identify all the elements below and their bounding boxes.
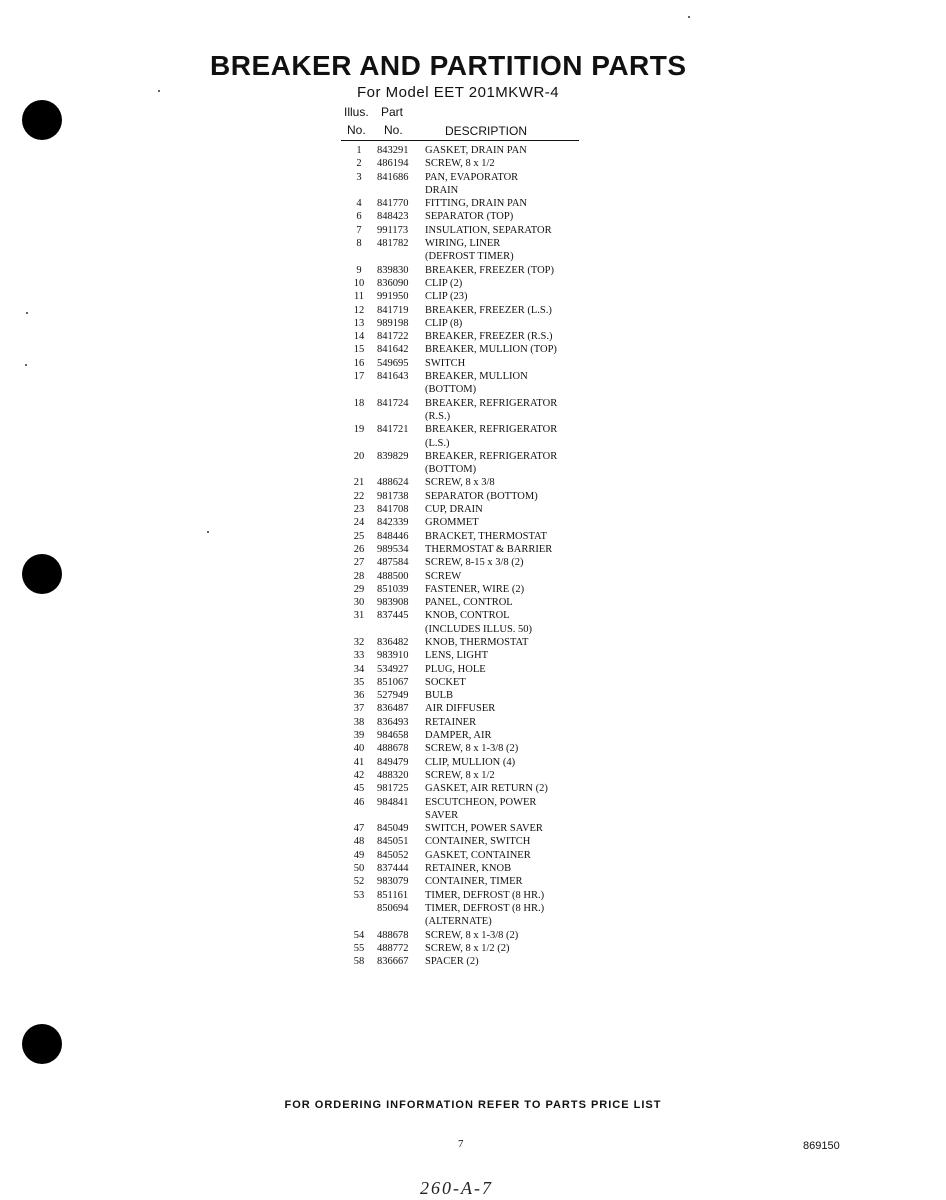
part-number	[377, 809, 425, 822]
part-number: 837444	[377, 863, 409, 875]
part-description: (BOTTOM)	[425, 384, 477, 396]
part-description: FASTENER, WIRE (2)	[425, 583, 525, 595]
illus-number: 34	[353, 663, 365, 675]
part-number: 841719	[377, 304, 409, 316]
part-number: 486194	[377, 158, 409, 170]
list-item	[341, 862, 601, 875]
illus-number: 54	[353, 929, 365, 941]
list-item	[341, 942, 601, 955]
part-description: (INCLUDES ILLUS. 50)	[425, 623, 533, 635]
part-description: ESCUTCHEON, POWER	[425, 796, 537, 808]
illus-number: 6	[356, 211, 362, 223]
list-item	[341, 929, 601, 942]
illus-number: 14	[353, 331, 365, 343]
illus-number: 25	[353, 530, 365, 542]
illus-number: 53	[353, 889, 365, 901]
list-item	[341, 410, 601, 423]
list-item	[341, 570, 601, 583]
part-description: (R.S.)	[425, 410, 451, 422]
illus-number: 18	[353, 397, 365, 409]
part-number	[377, 184, 425, 197]
part-number: 488320	[377, 769, 409, 781]
part-number: 845051	[377, 836, 409, 848]
illus-number: 38	[353, 716, 365, 728]
illus-number: 41	[353, 756, 365, 768]
part-description: (BOTTOM)	[425, 464, 477, 476]
illus-number: 35	[353, 676, 365, 688]
illus-number: 52	[353, 876, 365, 888]
part-number: 991950	[377, 291, 409, 303]
part-number	[377, 623, 425, 636]
list-item	[341, 423, 601, 436]
scan-speck	[158, 90, 160, 92]
list-item	[341, 742, 601, 755]
illus-number: 9	[356, 264, 362, 276]
part-number: 845052	[377, 849, 409, 861]
list-item	[341, 357, 601, 370]
part-description: (L.S.)	[425, 437, 450, 449]
part-description: SEPARATOR (BOTTOM)	[425, 490, 538, 502]
illus-number: 55	[353, 942, 365, 954]
list-item	[341, 889, 601, 902]
list-item	[341, 663, 601, 676]
list-item	[341, 516, 601, 529]
list-item	[341, 809, 601, 822]
column-header-illus: Illus.	[344, 105, 369, 119]
list-item	[341, 197, 601, 210]
list-item	[341, 796, 601, 809]
list-item	[341, 330, 601, 343]
list-item	[341, 383, 601, 396]
column-header-part-no: No.	[384, 123, 403, 137]
binder-hole	[22, 1024, 62, 1064]
part-number: 851161	[377, 889, 409, 901]
part-number: 841686	[377, 171, 409, 183]
illus-number: 3	[356, 171, 362, 183]
part-description: BREAKER, MULLION	[425, 371, 528, 383]
illus-number: 58	[353, 956, 365, 968]
part-number: 841722	[377, 331, 409, 343]
illus-number: 48	[353, 836, 365, 848]
list-item	[341, 702, 601, 715]
part-number: 488678	[377, 929, 409, 941]
part-number: 549695	[377, 357, 409, 369]
illus-number: 21	[353, 477, 365, 489]
part-description: SCREW, 8 x 1-3/8 (2)	[425, 743, 519, 755]
illus-number: 1	[356, 145, 362, 156]
list-item	[341, 210, 601, 223]
part-description: CLIP, MULLION (4)	[425, 756, 516, 768]
part-number: 848423	[377, 211, 409, 223]
list-item	[341, 250, 601, 263]
illus-number	[341, 915, 377, 928]
part-description: BRACKET, THERMOSTAT	[425, 530, 547, 542]
list-item	[341, 290, 601, 303]
illus-number: 13	[353, 317, 365, 329]
part-description: SEPARATOR (TOP)	[425, 211, 514, 223]
list-item	[341, 463, 601, 476]
illus-number: 7	[356, 224, 362, 236]
illus-number: 24	[353, 517, 365, 529]
illus-number: 17	[353, 371, 365, 383]
part-description: CLIP (8)	[425, 317, 463, 329]
part-description: LENS, LIGHT	[425, 650, 488, 662]
illus-number: 36	[353, 690, 365, 702]
part-number: 488678	[377, 743, 409, 755]
part-description: (DEFROST TIMER)	[425, 251, 514, 263]
part-number: 527949	[377, 690, 409, 702]
list-item	[341, 184, 601, 197]
list-item	[341, 304, 601, 317]
part-number: 981725	[377, 783, 409, 795]
part-number: 989198	[377, 317, 409, 329]
part-description: KNOB, THERMOSTAT	[425, 636, 529, 648]
illus-number: 49	[353, 849, 365, 861]
illus-number: 42	[353, 769, 365, 781]
part-description: BREAKER, FREEZER (R.S.)	[425, 331, 553, 343]
list-item	[341, 157, 601, 170]
illus-number: 47	[353, 823, 365, 835]
part-description: BULB	[425, 690, 454, 702]
part-number	[377, 437, 425, 450]
part-number: 984841	[377, 796, 409, 808]
part-description: PANEL, CONTROL	[425, 597, 513, 609]
binder-hole	[22, 100, 62, 140]
part-description: SCREW, 8 x 1-3/8 (2)	[425, 929, 519, 941]
part-description: GASKET, AIR RETURN (2)	[425, 783, 548, 795]
part-description: SCREW, 8-15 x 3/8 (2)	[425, 557, 524, 569]
part-number: 481782	[377, 238, 409, 250]
list-item	[341, 875, 601, 888]
ordering-footer: FOR ORDERING INFORMATION REFER TO PARTS PRICE LIST	[284, 1099, 662, 1111]
illus-number	[341, 184, 377, 197]
part-number: 534927	[377, 663, 409, 675]
part-description: AIR DIFFUSER	[425, 703, 496, 715]
illus-number: 16	[353, 357, 365, 369]
part-description: GASKET, CONTAINER	[425, 849, 531, 861]
list-item	[341, 636, 601, 649]
scan-speck	[26, 312, 28, 314]
part-number: 841708	[377, 504, 409, 516]
part-description: CLIP (2)	[425, 277, 463, 289]
illus-number: 4	[356, 198, 362, 210]
model-subtitle: For Model EET 201MKWR-4	[357, 84, 560, 101]
illus-number: 27	[353, 557, 365, 569]
scan-speck	[207, 531, 209, 533]
part-description: SCREW, 8 x 3/8	[425, 477, 495, 489]
part-description: BREAKER, FREEZER (L.S.)	[425, 304, 552, 316]
list-item	[341, 849, 601, 862]
part-description: BREAKER, REFRIGERATOR	[425, 424, 558, 436]
part-description: SWITCH, POWER SAVER	[425, 823, 543, 835]
list-item	[341, 596, 601, 609]
illus-number: 20	[353, 450, 365, 462]
column-header-description: DESCRIPTION	[445, 124, 528, 138]
list-item	[341, 782, 601, 795]
part-description: SCREW, 8 x 1/2	[425, 769, 495, 781]
part-number: 848446	[377, 530, 409, 542]
illus-number: 30	[353, 597, 365, 609]
part-number: 983910	[377, 650, 409, 662]
part-number	[377, 383, 425, 396]
list-item	[341, 649, 601, 662]
illus-number: 2	[356, 158, 362, 170]
illus-number: 29	[353, 583, 365, 595]
part-description: CONTAINER, TIMER	[425, 876, 523, 888]
illus-number: 28	[353, 570, 365, 582]
scan-speck	[25, 364, 27, 366]
part-description: RETAINER	[425, 716, 477, 728]
list-item	[341, 676, 601, 689]
list-item	[341, 543, 601, 556]
illus-number	[341, 463, 377, 476]
list-item	[341, 264, 601, 277]
list-item	[341, 556, 601, 569]
page-title: BREAKER AND PARTITION PARTS	[210, 50, 687, 81]
page-number: 7	[458, 1138, 464, 1150]
list-item	[341, 583, 601, 596]
part-number: 981738	[377, 490, 409, 502]
list-item	[341, 716, 601, 729]
illus-number: 39	[353, 730, 365, 742]
illus-number	[341, 383, 377, 396]
part-number: 836493	[377, 716, 409, 728]
part-description: CONTAINER, SWITCH	[425, 836, 531, 848]
binder-hole	[22, 554, 62, 594]
illus-number: 40	[353, 743, 365, 755]
part-number: 842339	[377, 517, 409, 529]
part-number: 836090	[377, 277, 409, 289]
illus-number: 37	[353, 703, 365, 715]
part-description: SCREW	[425, 570, 462, 582]
part-number: 488624	[377, 477, 409, 489]
part-number: 841642	[377, 344, 409, 356]
part-number: 841721	[377, 424, 409, 436]
illus-number	[341, 809, 377, 822]
part-number: 488500	[377, 570, 409, 582]
part-number: 836667	[377, 956, 409, 968]
list-item	[341, 277, 601, 290]
part-description: INSULATION, SEPARATOR	[425, 224, 552, 236]
list-item	[341, 490, 601, 503]
part-description: SOCKET	[425, 676, 466, 688]
illus-number: 33	[353, 650, 365, 662]
illus-number: 12	[353, 304, 365, 316]
part-number: 841643	[377, 371, 409, 383]
part-description: BREAKER, REFRIGERATOR	[425, 450, 558, 462]
part-number: 983079	[377, 876, 409, 888]
part-description: SCREW, 8 x 1/2	[425, 158, 495, 170]
list-item	[341, 370, 601, 383]
part-description: WIRING, LINER	[425, 238, 501, 250]
part-description: KNOB, CONTROL	[425, 610, 510, 622]
part-description: (ALTERNATE)	[425, 916, 492, 928]
part-number: 837445	[377, 610, 409, 622]
part-number	[377, 463, 425, 476]
part-description: SPACER (2)	[425, 956, 479, 968]
illus-number: 45	[353, 783, 365, 795]
part-number: 989534	[377, 543, 409, 555]
list-item	[341, 397, 601, 410]
part-number: 851067	[377, 676, 409, 688]
part-description: CLIP (23)	[425, 291, 468, 303]
part-description: SWITCH	[425, 357, 466, 369]
part-description: PLUG, HOLE	[425, 663, 486, 675]
part-description: PAN, EVAPORATOR	[425, 171, 519, 183]
illus-number	[341, 410, 377, 423]
part-number: 991173	[377, 224, 409, 236]
part-number: 839829	[377, 450, 409, 462]
list-item	[341, 450, 601, 463]
column-header-illus-no: No.	[347, 123, 366, 137]
illus-number	[341, 250, 377, 263]
list-item	[341, 343, 601, 356]
list-item	[341, 171, 601, 184]
list-item	[341, 915, 601, 928]
illus-number: 31	[353, 610, 365, 622]
list-item	[341, 144, 601, 157]
illus-number	[341, 437, 377, 450]
scan-speck	[688, 16, 690, 18]
part-number: 849479	[377, 756, 409, 768]
part-description: BREAKER, FREEZER (TOP)	[425, 264, 555, 276]
part-description: GROMMET	[425, 517, 479, 529]
illus-number	[341, 902, 377, 915]
list-item	[341, 503, 601, 516]
list-item	[341, 729, 601, 742]
part-number: 841770	[377, 198, 409, 210]
part-description: GASKET, DRAIN PAN	[425, 145, 527, 156]
illus-number: 32	[353, 636, 365, 648]
list-item	[341, 237, 601, 250]
part-description: RETAINER, KNOB	[425, 863, 512, 875]
list-item	[341, 769, 601, 782]
part-description: DAMPER, AIR	[425, 730, 492, 742]
part-number: 487584	[377, 557, 409, 569]
part-number: 836482	[377, 636, 409, 648]
part-number: 983908	[377, 597, 409, 609]
part-description: BREAKER, REFRIGERATOR	[425, 397, 558, 409]
part-number	[377, 250, 425, 263]
illus-number: 10	[353, 277, 365, 289]
list-item	[341, 530, 601, 543]
illus-number: 15	[353, 344, 365, 356]
list-item	[341, 822, 601, 835]
part-description: BREAKER, MULLION (TOP)	[425, 344, 557, 356]
list-item	[341, 224, 601, 237]
part-number: 839830	[377, 264, 409, 276]
part-description: THERMOSTAT & BARRIER	[425, 543, 553, 555]
part-description: TIMER, DEFROST (8 HR.)	[425, 902, 545, 914]
part-number: 850694	[377, 902, 409, 914]
part-number: 836487	[377, 703, 409, 715]
illus-number: 19	[353, 424, 365, 436]
list-item	[341, 689, 601, 702]
document-number: 869150	[803, 1140, 840, 1152]
illus-number: 46	[353, 796, 365, 808]
header-rule	[341, 140, 579, 141]
illus-number: 11	[353, 291, 365, 303]
list-item	[341, 756, 601, 769]
part-number: 841724	[377, 397, 409, 409]
part-number: 488772	[377, 942, 409, 954]
handwritten-note: 260-A-7	[420, 1178, 493, 1198]
part-description: TIMER, DEFROST (8 HR.)	[425, 889, 545, 901]
part-number: 984658	[377, 730, 409, 742]
list-item	[341, 835, 601, 848]
part-description: SCREW, 8 x 1/2 (2)	[425, 942, 510, 954]
list-item	[341, 437, 601, 450]
part-number	[377, 410, 425, 423]
illus-number: 8	[356, 238, 362, 250]
part-description: FITTING, DRAIN PAN	[425, 198, 527, 210]
parts-list	[341, 144, 601, 968]
part-number: 845049	[377, 823, 409, 835]
part-number: 843291	[377, 145, 409, 156]
illus-number: 50	[353, 863, 365, 875]
part-description: SAVER	[425, 809, 459, 821]
illus-number: 22	[353, 490, 365, 502]
part-description: DRAIN	[425, 184, 459, 196]
list-item	[341, 902, 601, 915]
illus-number: 26	[353, 543, 365, 555]
part-number: 851039	[377, 583, 409, 595]
column-header-part: Part	[381, 105, 404, 119]
part-description: CUP, DRAIN	[425, 504, 483, 516]
list-item	[341, 609, 601, 622]
list-item	[341, 623, 601, 636]
list-item	[341, 955, 601, 968]
list-item	[341, 317, 601, 330]
list-item	[341, 476, 601, 489]
illus-number: 23	[353, 504, 365, 516]
part-number	[377, 915, 425, 928]
illus-number	[341, 623, 377, 636]
